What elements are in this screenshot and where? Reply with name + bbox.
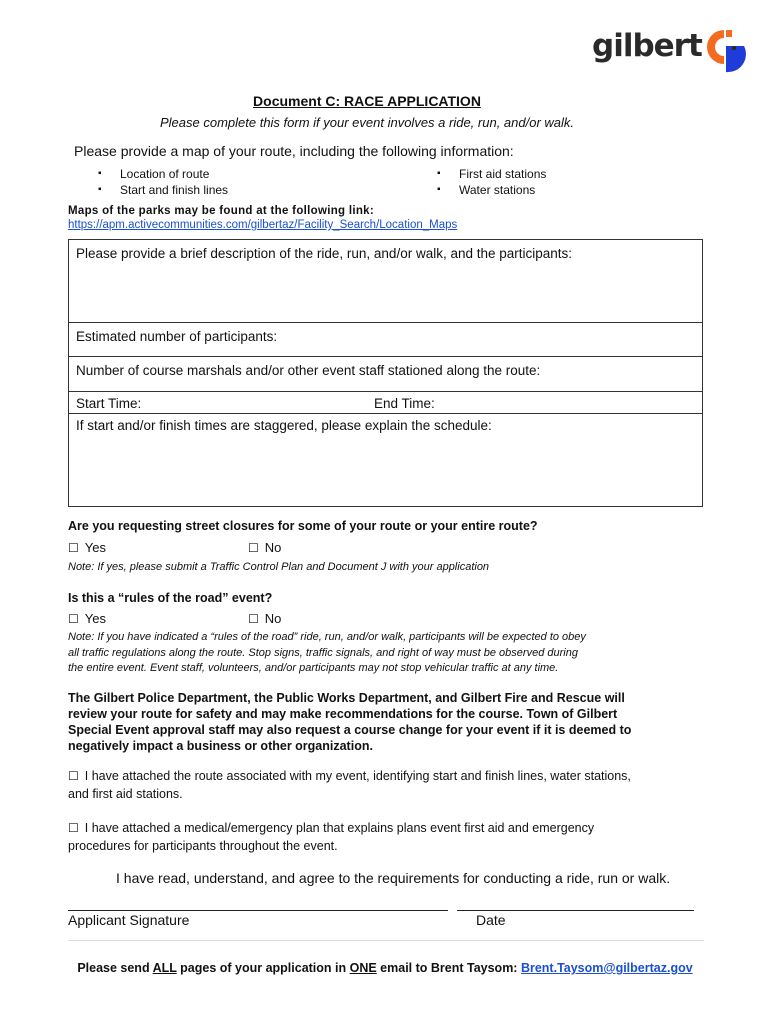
date-label: Date (476, 912, 506, 928)
rules-note: Note: If you have indicated a “rules of the road” ride, run, and/or walk, participants will be expected to obey all traffic regulations along the route. Stop signs, traffic signals, and right of way must be observed during the entire event. Event staff, volunteers, and/or participants may not stop vehicular traffic at any time. (68, 631, 586, 674)
list-item: ▪ First aid stations (437, 166, 546, 182)
gilbert-mark-icon (706, 26, 746, 74)
agreement-text: I have read, understand, and agree to the requirements for conducting a ride, run or walk. (116, 870, 671, 886)
signature-line[interactable] (68, 910, 448, 911)
marshals-label: Number of course marshals and/or other event staff stationed along the route: (76, 363, 541, 378)
maps-link[interactable]: https://apm.activecommunities.com/gilbertaz/Facility_Search/Location_Maps (68, 219, 458, 231)
list-item: ▪ Location of route (98, 166, 228, 182)
rules-yes-option[interactable]: ☐ Yes (68, 611, 106, 626)
marshals-field[interactable] (69, 357, 702, 392)
checkbox-icon[interactable]: ☐ (248, 541, 259, 555)
closures-no-option[interactable]: ☐ No (248, 540, 282, 555)
footer-divider (68, 940, 704, 941)
time-row (69, 392, 702, 414)
submission-instructions: Please send ALL pages of your application in ONE email to Brent Taysom: Brent.Taysom@gilbertaz.gov (77, 961, 693, 975)
description-label: Please provide a brief description of the ride, run, and/or walk, and the participants: (76, 246, 573, 261)
closures-yes-option[interactable]: ☐ Yes (68, 540, 106, 555)
date-line[interactable] (457, 910, 694, 911)
document-title: Document C: RACE APPLICATION (253, 93, 481, 109)
checkbox-icon[interactable]: ☐ (68, 612, 79, 626)
contact-email-link[interactable]: Brent.Taysom@gilbertaz.gov (520, 961, 693, 975)
maps-label: Maps of the parks may be found at the following link: (68, 205, 374, 217)
checkbox-icon[interactable]: ☐ (68, 821, 79, 835)
staggered-label: If start and/or finish times are staggered, please explain the schedule: (76, 418, 492, 433)
route-attached-statement[interactable]: ☐ I have attached the route associated with my event, identifying start and finish lines, water stations, and first aid stations. (68, 769, 631, 801)
document-subtitle: Please complete this form if your event involves a ride, run, and/or walk. (159, 115, 575, 130)
signature-label: Applicant Signature (68, 912, 190, 928)
closures-note: Note: If yes, please submit a Traffic Control Plan and Document J with your application (68, 561, 490, 573)
participants-label: Estimated number of participants: (76, 329, 278, 344)
checkbox-icon[interactable]: ☐ (248, 612, 259, 626)
list-item: ▪ Water stations (437, 182, 546, 198)
staggered-field[interactable] (69, 414, 702, 506)
closures-question: Are you requesting street closures for some of your route or your entire route? (68, 519, 538, 533)
logo-wordmark: gilbert (592, 28, 702, 64)
review-notice: The Gilbert Police Department, the Public Works Department, and Gilbert Fire and Rescue will review your route for safety and may make recommendations for the course. Town of Gilbert Special Event approval staff may also request a course change for your event if it is deemed to negatively impact a business or other organization. (68, 691, 632, 753)
checkbox-icon[interactable]: ☐ (68, 541, 79, 555)
rules-no-option[interactable]: ☐ No (248, 611, 282, 626)
checkbox-icon[interactable]: ☐ (68, 769, 79, 783)
medical-plan-statement[interactable]: ☐ I have attached a medical/emergency plan that explains plans event first aid and emergency procedures for participants throughout the event. (68, 821, 595, 853)
end-time-field[interactable]: End Time: (374, 396, 435, 411)
participants-field[interactable] (69, 323, 702, 357)
route-details-table (68, 239, 703, 507)
map-intro-text: Please provide a map of your route, including the following information: (74, 143, 514, 159)
start-time-field[interactable]: Start Time: (76, 396, 142, 411)
rules-question: Is this a “rules of the road” event? (68, 591, 273, 605)
list-item: ▪ Start and finish lines (98, 182, 228, 198)
description-field[interactable] (69, 240, 702, 323)
map-requirements-right (437, 166, 546, 198)
map-requirements-left (98, 166, 228, 198)
